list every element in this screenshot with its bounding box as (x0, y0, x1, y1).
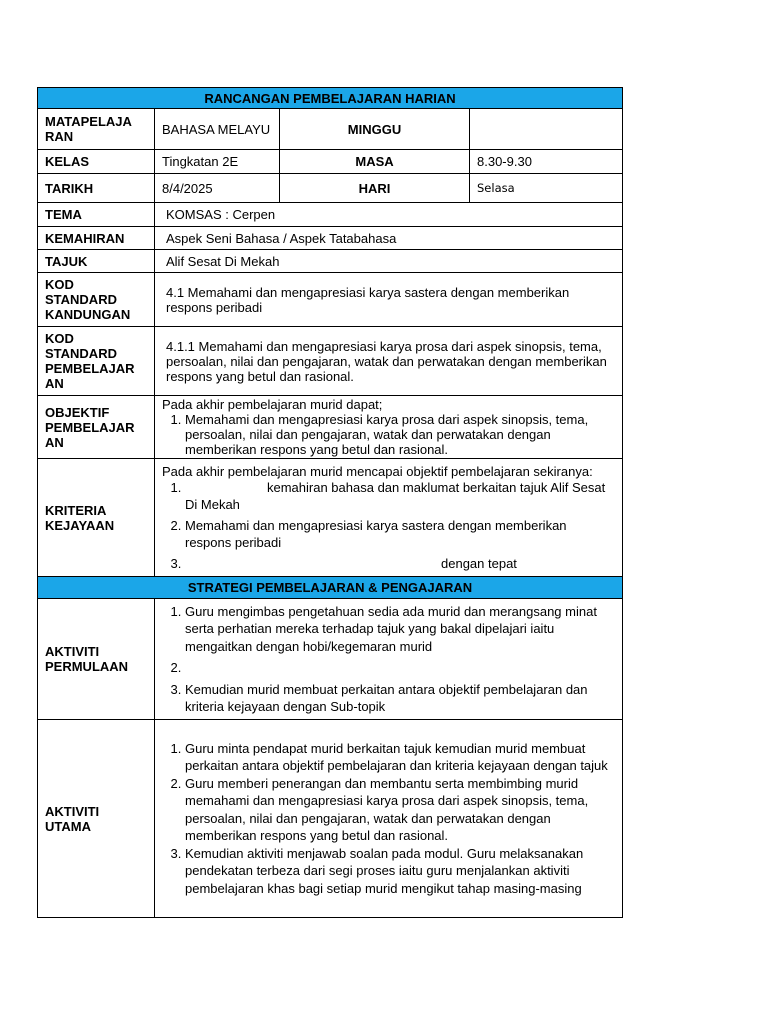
kriteria-content (155, 459, 623, 577)
list-item: 3. Kemudian murid membuat perkaitan antara objektif pembelajaran dan kriteria kejayaan dengan Sub-topik (185, 677, 615, 716)
objektif-intro: Pada akhir pembelajaran murid dapat; (162, 397, 383, 412)
kemahiran-value: Aspek Seni Bahasa / Aspek Tatabahasa (155, 227, 623, 250)
kelas-label: KELAS (38, 150, 155, 174)
tarikh-label: TARIKH (38, 174, 155, 203)
tarikh-value: 8/4/2025 (155, 174, 280, 203)
kod-standard-kandungan-label: KOD STANDARD KANDUNGAN (38, 273, 155, 327)
objektif-label: OBJEKTIF PEMBELAJAR AN (38, 396, 155, 459)
list-item: 1. Guru mengimbas pengetahuan sedia ada murid dan merangsang minat serta perhatian mereka terhadap tajuk yang bakal dipelajari iaitu mengaitkan dengan hobi/kegemaran murid (185, 603, 615, 656)
aktiviti-permulaan-list (162, 603, 615, 716)
hari-value: Selasa (470, 174, 623, 203)
kriteria-label: KRITERIA KEJAYAAN (38, 459, 155, 577)
tema-label: TEMA (38, 203, 155, 227)
list-item: 1. Guru minta pendapat murid berkaitan tajuk kemudian murid membuat perkaitan antara objektif pembelajaran dan kriteria kejayaan dengan tajuk (185, 740, 615, 775)
objektif-list (162, 412, 615, 457)
kriteria-item-text: dengan tepat (441, 555, 517, 571)
rph-title: RANCANGAN PEMBELAJARAN HARIAN (38, 88, 623, 109)
kod-standard-pembelajaran-label: KOD STANDARD PEMBELAJAR AN (38, 327, 155, 396)
kemahiran-label: KEMAHIRAN (38, 227, 155, 250)
kriteria-list (162, 479, 615, 572)
tajuk-label: TAJUK (38, 250, 155, 273)
list-item: 2. Memahami dan mengapresiasi karya sastera dengan memberikan respons peribadi (185, 513, 615, 551)
kriteria-item-text: kemahiran bahasa dan maklumat berkaitan tajuk Alif Sesat Di Mekah (185, 479, 606, 512)
rph-table (37, 87, 623, 918)
kelas-value: Tingkatan 2E (155, 150, 280, 174)
list-item: 2. Guru memberi penerangan dan membantu serta membimbing murid memahami dan mengapresiasi karya prosa dari aspek sinopsis, tema, persoalan, nilai dan pengajaran, watak dan perwatakan dengan memberikan respons yang betul dan rasional. (185, 775, 615, 845)
masa-label: MASA (280, 150, 470, 174)
list-item: 3. Kemudian aktiviti menjawab soalan pada modul. Guru melaksanakan pendekatan terbeza dari segi proses iaitu guru menjalankan aktiviti pembelajaran khas bagi setiap murid mengikut tahap masing-masing (185, 845, 615, 898)
minggu-label: MINGGU (280, 109, 470, 150)
matapelajaran-value: BAHASA MELAYU (155, 109, 280, 150)
objektif-content (155, 396, 623, 459)
matapelajaran-label: MATAPELAJA RAN (38, 109, 155, 150)
aktiviti-utama-label: AKTIVITI UTAMA (38, 720, 155, 918)
masa-value: 8.30-9.30 (470, 150, 623, 174)
aktiviti-utama-list (162, 740, 615, 898)
strategi-title: STRATEGI PEMBELAJARAN & PENGAJARAN (38, 577, 623, 599)
aktiviti-permulaan-content (155, 599, 623, 720)
tema-value: KOMSAS : Cerpen (155, 203, 623, 227)
list-item (185, 655, 615, 677)
aktiviti-utama-content (155, 720, 623, 918)
kod-standard-kandungan-value: 4.1 Memahami dan mengapresiasi karya sastera dengan memberikan respons peribadi (155, 273, 623, 327)
minggu-value (470, 109, 623, 150)
list-item (185, 551, 615, 572)
list-item (185, 479, 615, 513)
kriteria-intro: Pada akhir pembelajaran murid mencapai objektif pembelajaran sekiranya: (162, 463, 593, 479)
aktiviti-permulaan-label: AKTIVITI PERMULAAN (38, 599, 155, 720)
tajuk-value: Alif Sesat Di Mekah (155, 250, 623, 273)
list-item: 1. Memahami dan mengapresiasi karya prosa dari aspek sinopsis, tema, persoalan, nilai dan pengajaran, watak dan perwatakan dengan memberikan respons yang betul dan rasional. (185, 412, 615, 457)
kod-standard-pembelajaran-value: 4.1.1 Memahami dan mengapresiasi karya prosa dari aspek sinopsis, tema, persoalan, nilai dan pengajaran, watak dan perwatakan dengan memberikan respons yang betul dan rasional. (155, 327, 623, 396)
hari-label: HARI (280, 174, 470, 203)
